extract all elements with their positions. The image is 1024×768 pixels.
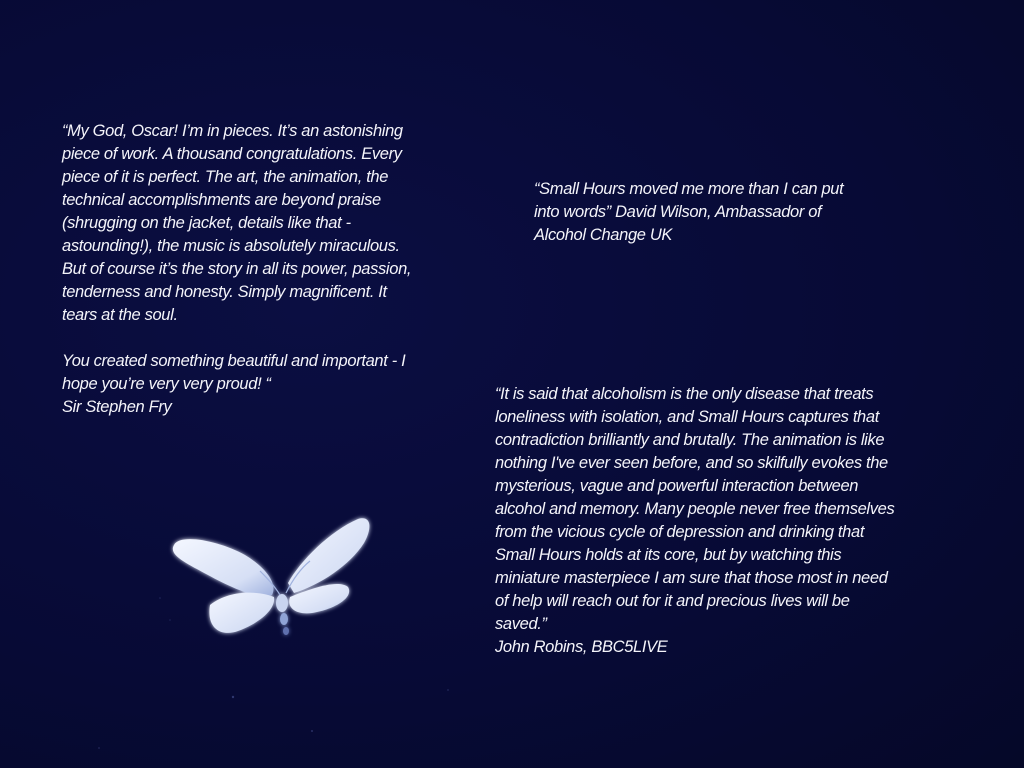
fry-quote-attribution: Sir Stephen Fry [62,398,172,416]
robins-quote-attribution: John Robins, BBC5LIVE [495,638,668,656]
fry-quote-paragraph-2: You created something beautiful and important - I hope you’re very very proud! “ [62,352,406,393]
robins-quote-text: “It is said that alcoholism is the only disease that treats loneliness with isolation, and Small Hours captures that contradiction brilliantly and brutally. The animation is like nothing I've ever seen before, and so skilfully evokes the mysterious, vague and powerful interaction between alcohol and memory. Many people never free themselves from the vicious cycle of depression and drinking that Small Hours holds at its core, but by watching this miniature masterpiece I am sure that those most in need of help will reach out for it and precious lives will be saved.” [495,385,895,633]
stephen-fry-quote [62,120,472,419]
wilson-quote-text: “Small Hours moved me more than I can put into words” David Wilson, Ambassador of Alcohol Change UK [534,180,844,244]
fry-quote-paragraph-1: “My God, Oscar! I’m in pieces. It’s an astonishing piece of work. A thousand congratulations. Every piece of it is perfect. The art, the animation, the technical accomplishments are beyond praise (shrugging on the jacket, details like that - astounding!), the music is absolutely miraculous. But of course it’s the story in all its power, passion, tenderness and honesty. Simply magnificent. It tears at the soul. [62,122,412,324]
john-robins-quote [495,383,955,659]
butterfly-icon [160,505,390,655]
david-wilson-quote [534,178,894,247]
